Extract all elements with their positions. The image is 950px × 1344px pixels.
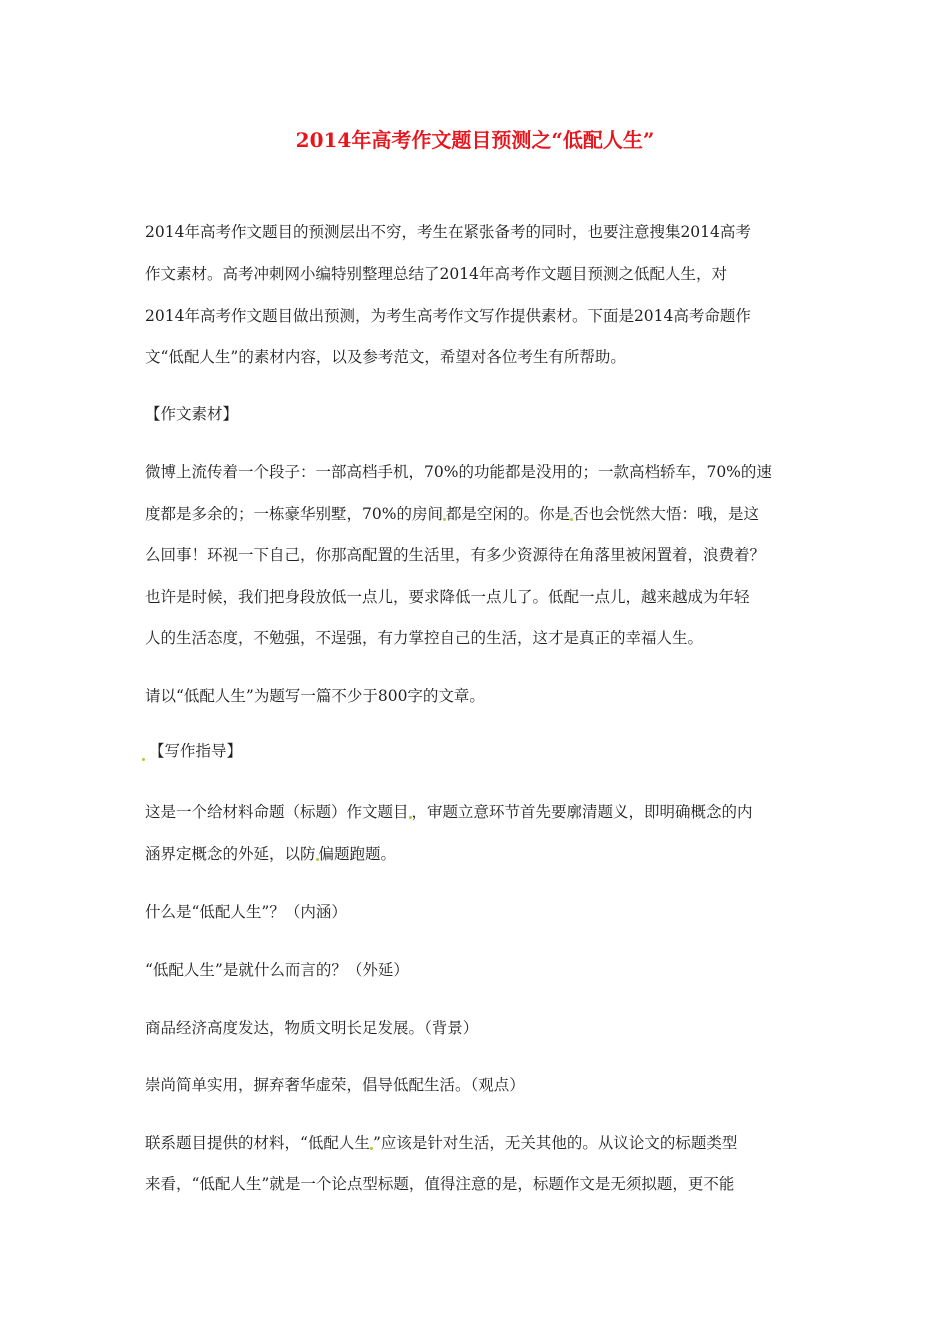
guide-point: 什么是“低配人生”？（内涵） [145,903,347,921]
text-segment: 偏题跑题。 [318,845,397,863]
section-heading-guide: 【写作指导】 [149,742,243,760]
text-segment: 度都是多余的；一栋豪华别墅，70%的房间 [145,505,443,523]
text-segment: 这是一个给材料命题（标题）作文题目 [145,803,409,821]
guide-point: “低配人生”是就什么而言的？（外延） [145,961,409,979]
edit-mark-icon [142,758,145,761]
document-title: 2014年高考作文题目预测之“低配人生” [295,128,655,152]
guide-point: 崇尚简单实用，摒弃奢华虚荣，倡导低配生活。（观点） [145,1076,525,1094]
material-line: 也许是时候，我们把身段放低一点儿，要求降低一点儿了。低配一点儿，越来越成为年轻 [145,588,750,606]
writing-task: 请以“低配人生”为题写一篇不少于800字的文章。 [145,687,485,705]
text-segment: 联系题目提供的材料，“低配人生 [145,1134,370,1152]
text-segment: 涵界定概念的外延，以防 [145,845,316,863]
intro-line: 文“低配人生”的素材内容，以及参考范文，希望对各位考生有所帮助。 [145,348,626,366]
text-segment: ，审题立意环节首先要廓清题义，即明确概念的内 [411,803,753,821]
material-line [145,504,759,524]
section-heading-material: 【作文素材】 [145,405,239,423]
guide-line [145,802,753,822]
intro-line: 2014年高考作文题目做出预测，为考生高考作文写作提供素材。下面是2014高考命题作 [145,307,751,325]
guide-point: 商品经济高度发达，物质文明长足发展。（背景） [145,1019,479,1037]
text-segment: 都是空闲的。你是 [445,505,570,523]
analysis-line [145,1133,737,1153]
text-segment: ”应该是针对生活，无关其他的。从议论文的标题类型 [372,1134,738,1152]
guide-line [145,844,396,864]
analysis-line: 来看，“低配人生”就是一个论点型标题，值得注意的是，标题作文是无须拟题，更不能 [145,1175,735,1193]
material-line: 人的生活态度，不勉强，不逞强，有力掌控自己的生活，这才是真正的幸福人生。 [145,629,704,647]
material-line: 微博上流传着一个段子：一部高档手机，70%的功能都是没用的；一款高档轿车，70%的速 [145,463,772,481]
text-segment: 否也会恍然大悟：哦，是这 [572,505,759,523]
material-line: 么回事！环视一下自己，你那高配置的生活里，有多少资源待在角落里被闲置着，浪费着？ [145,546,766,564]
intro-line: 作文素材。高考冲刺网小编特别整理总结了2014年高考作文题目预测之低配人生，对 [145,265,727,283]
intro-line: 2014年高考作文题目的预测层出不穷，考生在紧张备考的同时，也要注意搜集2014高考 [145,223,751,241]
